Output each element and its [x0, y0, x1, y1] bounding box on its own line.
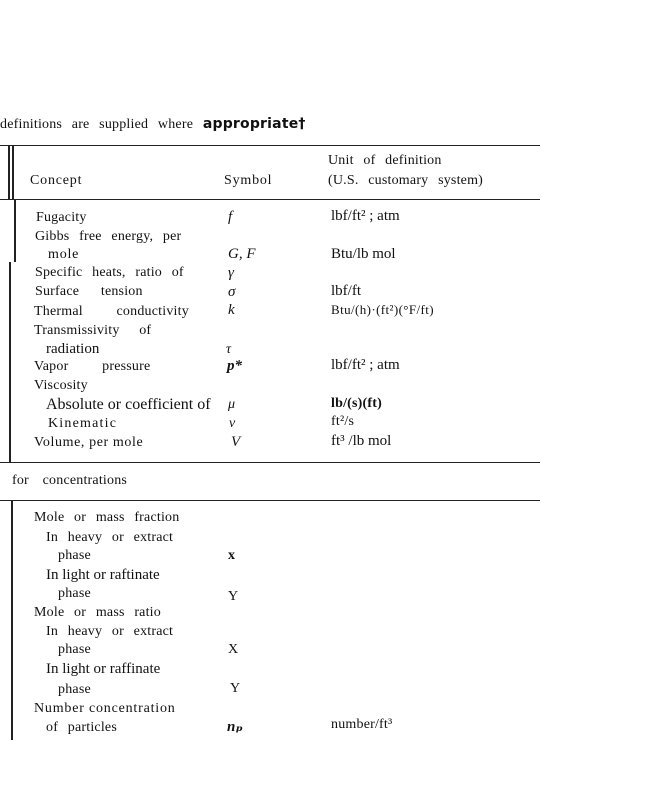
row-symbol: V [231, 434, 241, 450]
section-bottom-rule [0, 500, 540, 501]
conc-row-concept: Number concentration [34, 701, 176, 716]
header-unit-line1: Unit of definition [328, 153, 442, 168]
row-concept: mole [48, 247, 80, 262]
conc-row-concept: In heavy or extract [46, 530, 174, 545]
intro-emphasis: appropriate† [202, 116, 306, 132]
row-concept: Absolute or coefficient of [46, 396, 211, 413]
header-left-border-inner [12, 146, 14, 199]
row-concept: Volume, per mole [34, 435, 144, 450]
header-bottom-rule [0, 199, 540, 200]
conc-left-border [11, 501, 13, 740]
conc-row-concept: of particles [46, 720, 117, 735]
header-left-border [8, 146, 10, 199]
conc-row-symbol: nₚ [227, 719, 243, 735]
row-unit: lbf/ft² ; atm [331, 208, 400, 224]
row-unit: Btu/lb mol [331, 246, 396, 262]
row-symbol: G, F [228, 246, 256, 262]
row-concept: Specific heats, ratio of [35, 265, 184, 280]
conc-row-symbol: Y [230, 681, 241, 696]
row-symbol: k [228, 302, 235, 318]
section-top-rule [0, 462, 540, 463]
body-left-border [9, 262, 11, 463]
row-symbol: σ [228, 284, 236, 300]
conc-row-concept: phase [58, 642, 91, 657]
row-unit: Btu/(h)·(ft²)(°F/ft) [331, 302, 435, 317]
row-symbol: p* [227, 358, 242, 374]
table-top-rule [0, 145, 540, 146]
row-unit: ft²/s [331, 414, 355, 429]
intro-text [0, 117, 306, 132]
row-symbol: f [228, 209, 233, 225]
conc-row-concept: phase [58, 682, 91, 697]
section-label: for concentrations [12, 473, 128, 488]
conc-row-concept: In light or raftinate [46, 567, 160, 583]
conc-row-concept: Mole or mass ratio [34, 605, 161, 620]
conc-row-unit: number/ft³ [331, 717, 393, 732]
row-concept: Surface tension [35, 284, 143, 299]
row-unit: ft³ /lb mol [331, 433, 392, 449]
row-symbol: τ [226, 342, 232, 357]
row-concept: Viscosity [34, 378, 88, 393]
intro-sentence: definitions are supplied where [0, 117, 194, 132]
conc-row-symbol: X [228, 642, 239, 657]
header-symbol: Symbol [224, 173, 273, 188]
row-concept: Transmissivity of [34, 323, 152, 338]
row-concept: Kinematic [48, 416, 118, 431]
row-unit: lbf/ft [331, 283, 361, 299]
row-unit: lbf/ft² ; atm [331, 357, 400, 373]
row-concept: radiation [46, 341, 100, 357]
conc-row-concept: In light or raffinate [46, 661, 161, 677]
row-symbol: γ [228, 265, 234, 281]
conc-row-concept: Mole or mass fraction [34, 510, 180, 525]
conc-row-concept: In heavy or extract [46, 624, 174, 639]
header-concept: Concept [30, 173, 83, 188]
row-concept: Gibbs free energy, per [35, 229, 182, 244]
row-concept: Thermal conductivity [34, 304, 189, 319]
row-concept: Vapor pressure [34, 359, 151, 374]
conc-row-symbol: Y [228, 589, 239, 604]
row-symbol: ν [229, 416, 236, 431]
row-symbol: μ [228, 397, 236, 412]
row-unit: lb/(s)(ft) [331, 396, 382, 411]
conc-row-symbol: x [228, 548, 236, 563]
body-left-border-top [14, 200, 16, 262]
conc-row-concept: phase [58, 586, 91, 601]
conc-row-concept: phase [58, 548, 91, 563]
row-concept: Fugacity [36, 210, 87, 225]
header-unit-line2: (U.S. customary system) [328, 173, 484, 188]
